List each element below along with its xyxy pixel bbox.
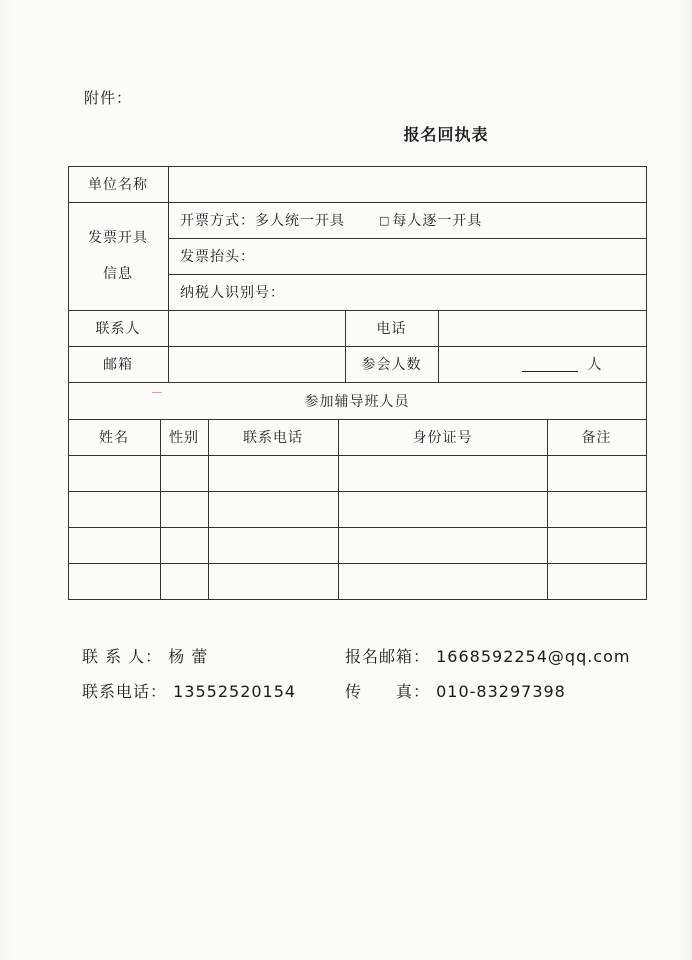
footer-fax-label: 传 真：: [345, 682, 431, 701]
phone-label: 电话: [376, 321, 407, 337]
table-row[interactable]: [68, 563, 646, 599]
invoice-method-row: [168, 202, 646, 238]
col-phone: 联系电话: [243, 430, 303, 446]
table-row[interactable]: [68, 455, 646, 491]
footer-fax-value: 010-83297398: [436, 682, 566, 701]
attendees-blank[interactable]: [522, 357, 578, 372]
invoice-info-label: [68, 202, 168, 310]
footer-contact: [82, 644, 208, 667]
checkbox-icon[interactable]: □: [379, 213, 391, 227]
contact-person-field[interactable]: [168, 310, 345, 346]
attendees-label: 参会人数: [361, 357, 422, 373]
footer-phone-label: 联系电话：: [82, 682, 168, 701]
footer-contact-label: 联 系 人：: [82, 647, 163, 666]
footer-email-label: 报名邮箱：: [345, 647, 431, 666]
phone-field[interactable]: [438, 310, 646, 346]
footer-phone-value: 13552520154: [173, 682, 297, 701]
invoice-option-individual[interactable]: 每人逐一开具: [392, 213, 483, 229]
red-mark: [152, 392, 162, 393]
footer-phone: [82, 679, 296, 702]
col-remarks: 备注: [581, 430, 612, 446]
attendees-unit: 人: [587, 357, 603, 373]
col-gender: 性别: [169, 430, 199, 446]
invoice-label-line2: 信息: [103, 266, 133, 282]
unit-name-label: 单位名称: [88, 177, 148, 193]
unit-name-field[interactable]: [168, 166, 646, 202]
participants-heading: 参加辅导班人员: [304, 393, 410, 410]
contact-person-label: 联系人: [95, 321, 141, 337]
table-row[interactable]: [68, 527, 646, 563]
taxpayer-id-label: 纳税人识别号：: [180, 285, 285, 301]
footer-email: [345, 644, 630, 667]
email-label: 邮箱: [103, 357, 133, 373]
invoice-method-label: 开票方式：多人统一开具: [180, 213, 345, 229]
invoice-header-label: 发票抬头：: [180, 249, 255, 265]
col-id-number: 身份证号: [412, 430, 473, 446]
table-row[interactable]: [68, 491, 646, 527]
invoice-label-line1: 发票开具: [88, 230, 148, 246]
invoice-header-field[interactable]: [168, 238, 646, 274]
attachment-label: 附件：: [84, 89, 133, 107]
form-title: 报名回执表: [403, 125, 489, 144]
email-field[interactable]: [168, 346, 345, 382]
footer-fax: [345, 679, 566, 702]
footer-email-value[interactable]: 1668592254@qq.com: [436, 647, 631, 666]
footer-contact-name: 杨 蕾: [168, 647, 209, 666]
attendees-field[interactable]: [438, 346, 646, 382]
col-name: 姓名: [99, 430, 129, 446]
taxpayer-id-field[interactable]: [168, 274, 646, 310]
